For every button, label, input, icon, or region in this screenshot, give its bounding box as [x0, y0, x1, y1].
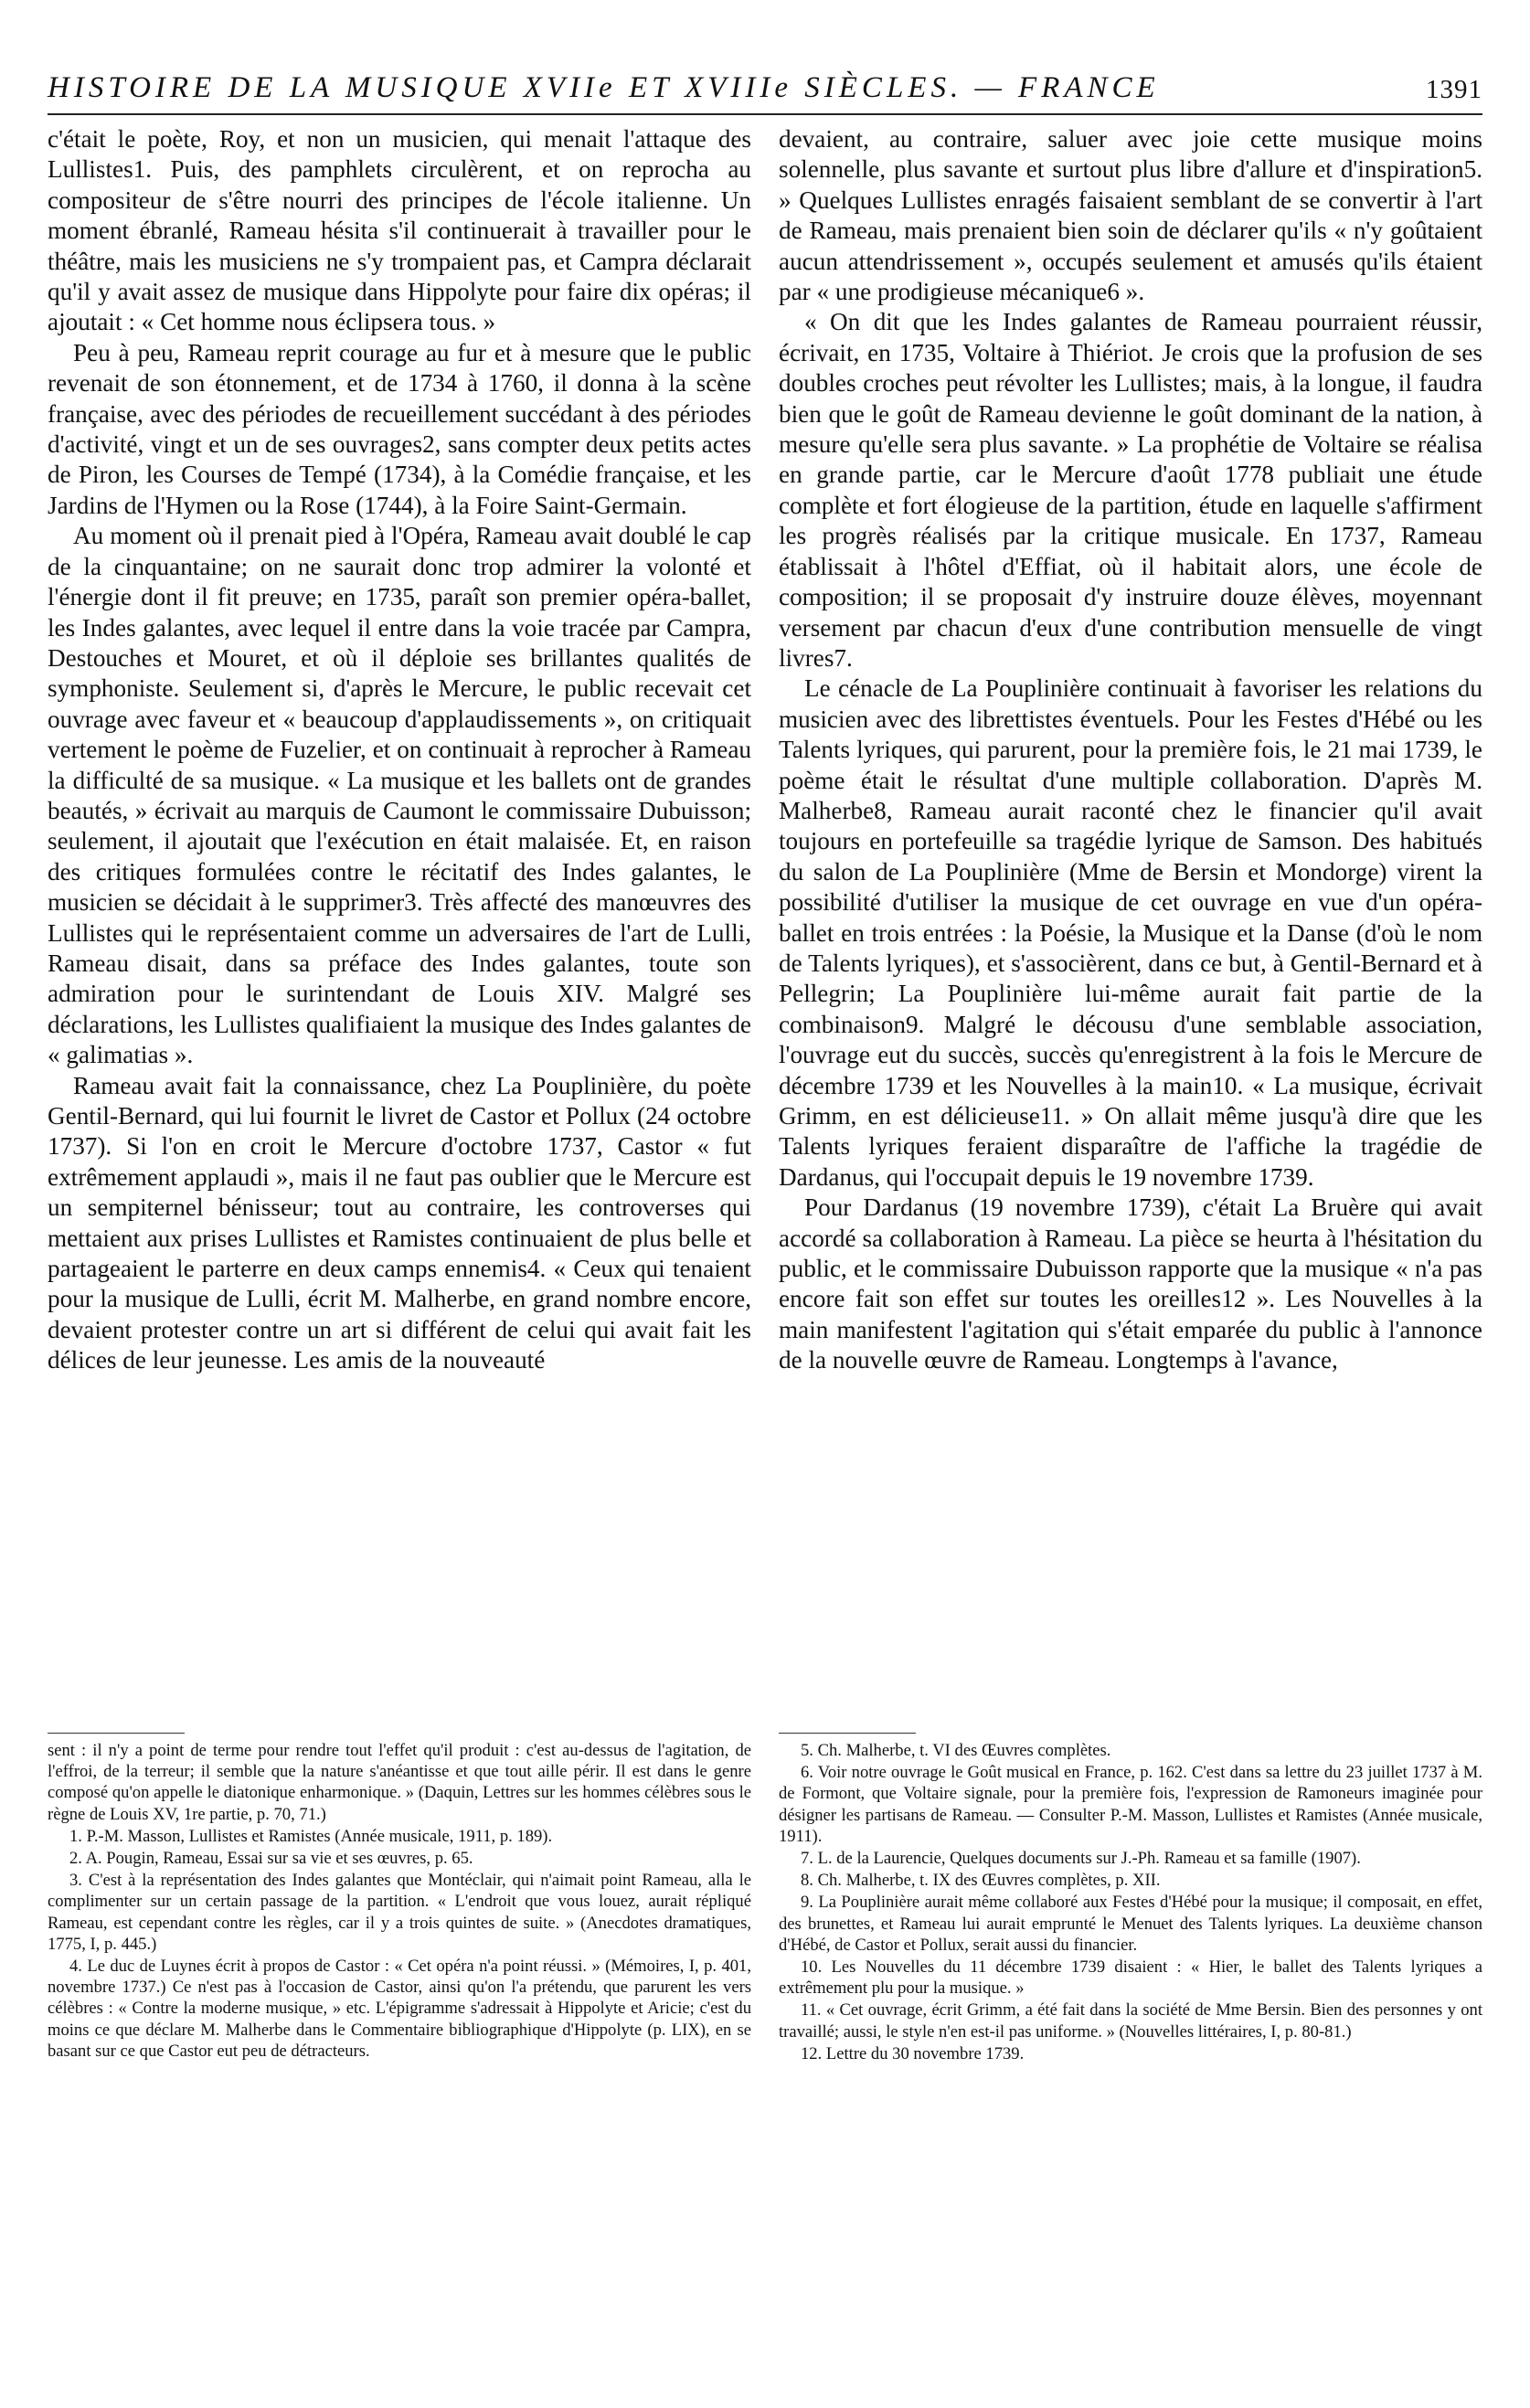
- paragraph: c'était le poète, Roy, et non un musicien, qui menait l'attaque des Lullistes1. Puis, des pamphlets circulèrent, et on reprocha au compositeur de s'être nourri des principes de l'école italienne. Un moment ébranlé, Rameau hésita s'il continuerait à travailler pour le théâtre, mais les musiciens ne s'y trompaient pas, et Campra déclarait qu'il y avait assez de musique dans Hippolyte pour faire dix opéras; il ajoutait : « Cet homme nous éclipsera tous. »: [48, 125, 751, 336]
- footnote-rule-right: [779, 1733, 916, 1734]
- footnote: 3. C'est à la représentation des Indes galantes que Montéclair, qui n'aimait point Rameau, alla le complimenter sur un certain passage de la partition. « L'endroit que vous louez, aurait répliqué Rameau, est cependant contre les règles, car il y a trois quintes de suite. » (Anecdotes dramatiques, 1775, I, p. 445.): [48, 1871, 751, 1954]
- paragraph: Le cénacle de La Pouplinière continuait à favoriser les relations du musicien avec des librettistes éventuels. Pour les Festes d'Hébé ou les Talents lyriques, qui parurent, pour la première fois, le 21 mai 1739, le poème était le résultat d'une multiple collaboration. D'après M. Malherbe8, Rameau aurait raconté chez le financier qu'il avait toujours en portefeuille sa tragédie lyrique de Samson. Des habitués du salon de La Pouplinière (Mme de Bersin et Mondorge) virent la possibilité d'utiliser la musique de cet ouvrage en vue d'un opéra-ballet en trois entrées : la Poésie, la Musique et la Danse (d'où le nom de Talents lyriques), et s'associèrent, dans ce but, à Gentil-Bernard et à Pellegrin; La Pouplinière lui-même aurait fait partie de la combinaison9. Malgré le décousu d'une semblable association, l'ouvrage eut du succès, succès qu'enregistrent à la fois le Mercure de décembre 1739 et les Nouvelles à la main10. « La musique, écrivait Grimm, en est délicieuse11. » On allait même jusqu'à dire que les Talents lyriques feraient disparaître de l'affiche la tragédie de Dardanus, qui l'occupait depuis le 19 novembre 1739.: [779, 674, 1482, 1191]
- footnote: sent : il n'y a point de terme pour rendre tout l'effet qu'il produit : c'est au-dessus de l'agitation, de l'effroi, de la terreur; il semble que la nature s'anéantisse et que tout aille périr. Il est dans le genre composé qu'on appelle le diatonique enharmonique. » (Daquin, Lettres sur les hommes célèbres sous le règne de Louis XV, 1re partie, p. 70, 71.): [48, 1741, 751, 1824]
- footnote: 8. Ch. Malherbe, t. IX des Œuvres complètes, p. XII.: [801, 1871, 1161, 1891]
- page-number: 1391: [1426, 75, 1482, 104]
- footnote: 10. Les Nouvelles du 11 décembre 1739 disaient : « Hier, le ballet des Talents lyriques a extrêmement plu pour la musique. »: [779, 1957, 1482, 1999]
- footnote: 6. Voir notre ouvrage le Goût musical en France, p. 162. C'est dans sa lettre du 23 juillet 1737 à M. de Formont, que Voltaire signale, pour la première fois, l'expression de Ramoneurs imaginée pour désigner les partisans de Rameau. — Consulter P.-M. Masson, Lullistes et Ramistes (Année musicale, 1911).: [779, 1763, 1482, 1846]
- paragraph: Rameau avait fait la connaissance, chez La Pouplinière, du poète Gentil-Bernard, qui lui fournit le livret de Castor et Pollux (24 octobre 1737). Si l'on en croit le Mercure d'octobre 1737, Castor « fut extrêmement applaudi », mais il ne faut pas oublier que le Mercure est un sempiternel bénisseur; tout au contraire, les controverses qui mettaient aux prises Lullistes et Ramistes continuaient de plus belle et partageaient le parterre en deux camps ennemis4. « Ceux qui tenaient pour la musique de Lulli, écrit M. Malherbe, en grand nombre encore, devaient protester contre un art si différent de celui qui avait fait les délices de leur jeunesse. Les amis de la nouveauté: [48, 1071, 751, 1374]
- footnote-rule-left: [48, 1733, 185, 1734]
- paragraph: devaient, au contraire, saluer avec joie cette musique moins solennelle, plus savante et surtout plus libre d'allure et d'inspiration5. » Quelques Lullistes enragés faisaient semblant de se convertir à l'art de Rameau, mais prenaient bien soin de déclarer qu'ils « n'y goûtaient aucun attendrissement », occupés seulement et amusés qu'ils étaient par « une prodigieuse mécanique6 ».: [779, 125, 1482, 306]
- right-footnotes: [779, 1740, 1482, 2065]
- footnote: 1. P.-M. Masson, Lullistes et Ramistes (Année musicale, 1911, p. 189).: [69, 1826, 553, 1846]
- paragraph: Au moment où il prenait pied à l'Opéra, Rameau avait doublé le cap de la cinquantaine; on ne saurait donc trop admirer la volonté et l'énergie dont il fit preuve; en 1735, paraît son premier opéra-ballet, les Indes galantes, avec lequel il entre dans la voie tracée par Campra, Destouches et Mouret, et où il déploie ses brillantes qualités de symphoniste. Seulement si, d'après le Mercure, le public recevait cet ouvrage avec faveur et « beaucoup d'applaudissements », on critiquait vertement le poème de Fuzelier, et on continuait à reprocher à Rameau la difficulté de sa musique. « La musique et les ballets ont de grandes beautés, » écrivait au marquis de Caumont le commissaire Dubuisson; seulement, il ajoutait que l'exécution en était malaisée. Et, en raison des critiques formulées contre le récitatif des Indes galantes, le musicien se décidait à le supprimer3. Très affecté des manœuvres des Lullistes qui le représentaient comme un adversaires de l'art de Lulli, Rameau disait, dans sa préface des Indes galantes, toute son admiration pour le surintendant de Louis XIV. Malgré ses déclarations, les Lullistes qualifiaient la musique des Indes galantes de « galimatias ».: [48, 522, 751, 1069]
- running-header: [48, 64, 1482, 119]
- left-column-text: [48, 124, 751, 1724]
- paragraph: Pour Dardanus (19 novembre 1739), c'était La Bruère qui avait accordé sa collaboration à Rameau. La pièce se heurta à l'hésitation du public, et le commissaire Dubuisson rapporte que la musique « n'a pas encore fait son effet sur toutes les oreilles12 ». Les Nouvelles à la main manifestent l'agitation qui s'était emparée du public à l'annonce de la nouvelle œuvre de Rameau. Longtemps à l'avance,: [779, 1193, 1482, 1374]
- footnote: 12. Lettre du 30 novembre 1739.: [801, 2043, 1025, 2063]
- left-footnotes: [48, 1740, 751, 2063]
- header-rule: [48, 113, 1482, 115]
- footnote: 4. Le duc de Luynes écrit à propos de Castor : « Cet opéra n'a point réussi. » (Mémoires, I, p. 401, novembre 1737.) Ce n'est pas à l'occasion de Castor, ainsi qu'on l'a prétendu, que parurent les vers célèbres : « Contre la moderne musique, » etc. L'épigramme s'adressait à Hippolyte et Aricie; c'est du moins ce que déclare M. Malherbe dans le Commentaire bibliographique d'Hippolyte (p. LIX), en se basant sur ce que Castor eut peu de détracteurs.: [48, 1957, 751, 2061]
- footnote: 7. L. de la Laurencie, Quelques documents sur J.-Ph. Rameau et sa famille (1907).: [801, 1849, 1361, 1869]
- footnote: 11. « Cet ouvrage, écrit Grimm, a été fait dans la société de Mme Bersin. Bien des personnes y ont travaillé; aussi, le style n'en est-il pas uniforme. » (Nouvelles littéraires, I, p. 80-81.): [779, 2000, 1482, 2042]
- footnote: 2. A. Pougin, Rameau, Essai sur sa vie et ses œuvres, p. 65.: [69, 1849, 473, 1869]
- paragraph: Peu à peu, Rameau reprit courage au fur et à mesure que le public revenait de son étonnement, et de 1734 à 1760, il donna à la scène française, avec des périodes de recueillement succédant à des périodes d'activité, vingt et un de ses ouvrages2, sans compter deux petits actes de Piron, les Courses de Tempé (1734), à la Comédie française, et les Jardins de l'Hymen ou la Rose (1744), à la Foire Saint-Germain.: [48, 338, 751, 519]
- right-column-text: [779, 124, 1482, 1724]
- footnote: 5. Ch. Malherbe, t. VI des Œuvres complètes.: [801, 1741, 1111, 1760]
- paragraph: « On dit que les Indes galantes de Rameau pourraient réussir, écrivait, en 1735, Voltaire à Thiériot. Je crois que la profusion de ses doubles croches peut révolter les Lullistes; mais, à la longue, il faudra bien que le goût de Rameau devienne le goût dominant de la nation, à mesure qu'elle sera plus savante. » La prophétie de Voltaire se réalisa en grande partie, car le Mercure d'août 1778 publiait une étude complète et fort élogieuse de la partition, étude en laquelle s'affirment les progrès réalisés par la critique musicale. En 1737, Rameau établissait à l'hôtel d'Effiat, où il habitait alors, une école de composition; il se proposait d'y instruire douze élèves, moyennant versement par chacun d'eux d'une contribution mensuelle de vingt livres7.: [779, 308, 1482, 672]
- running-title: HISTOIRE DE LA MUSIQUE XVIIe ET XVIIIe SIÈCLES. — FRANCE: [48, 71, 1160, 104]
- footnote: 9. La Pouplinière aurait même collaboré aux Festes d'Hébé pour la musique; il composait, en effet, des brunettes, et Rameau lui aurait emprunté le Menuet des Talents lyriques. La deuxième chanson d'Hébé, de Castor et Pollux, serait aussi du financier.: [779, 1893, 1482, 1955]
